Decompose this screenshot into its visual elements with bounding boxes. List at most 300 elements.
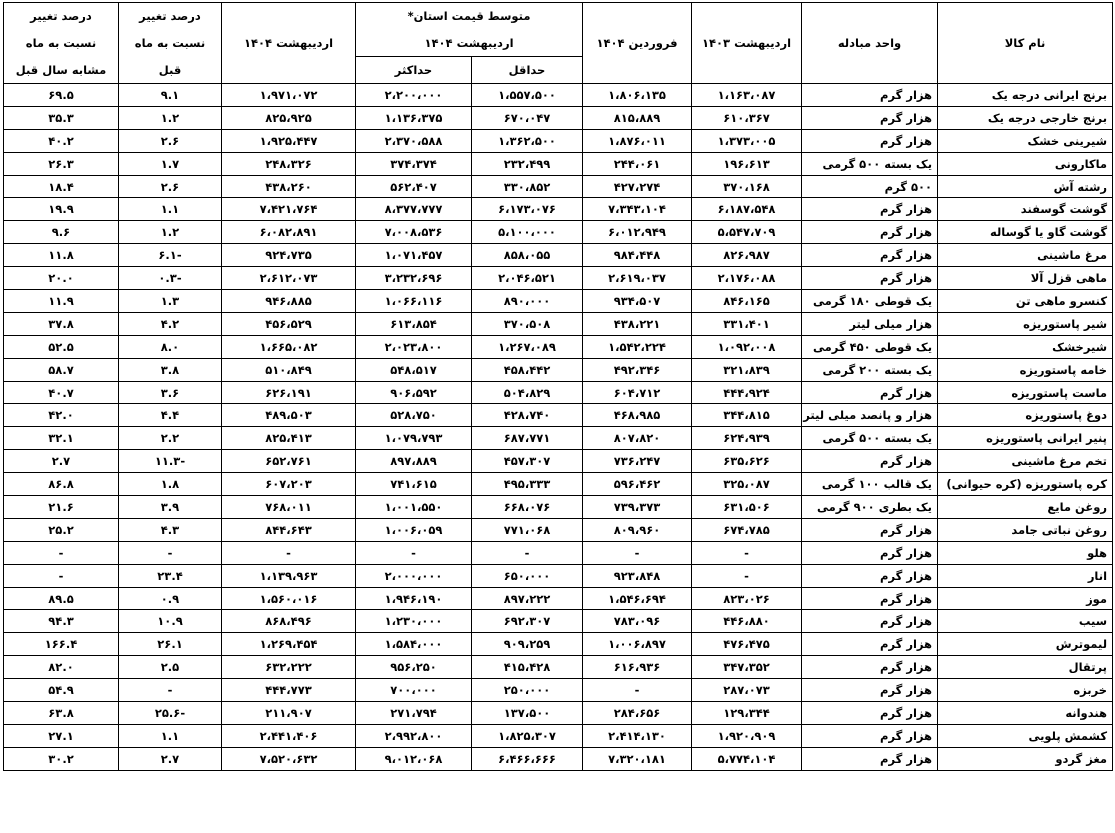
unit-cell: ۵۰۰ گرم (802, 175, 938, 198)
min-price-cell: ۲۵۰،۰۰۰ (472, 679, 583, 702)
table-row (4, 427, 1113, 450)
farvardin-1404-cell: ۴۹۲،۳۴۶ (583, 358, 692, 381)
ordibehesht-1404-cell: ۶۰۷،۲۰۳ (222, 473, 356, 496)
max-price-cell: ۳،۲۳۲،۶۹۶ (356, 267, 472, 290)
min-price-cell: ۲،۰۴۶،۵۲۱ (472, 267, 583, 290)
item-name-cell: ماکارونی (938, 152, 1113, 175)
farvardin-1404-cell: ۹۳۴،۵۰۷ (583, 290, 692, 313)
change-month-cell: ۱.۱ (119, 724, 222, 747)
max-price-cell: ۱،۵۸۴،۰۰۰ (356, 633, 472, 656)
change-month-cell: ۲.۶ (119, 175, 222, 198)
change-month-cell: ۰.۹ (119, 587, 222, 610)
min-price-cell: ۶۶۸،۰۷۶ (472, 496, 583, 519)
min-price-cell: ۴۵۸،۴۴۲ (472, 358, 583, 381)
ordibehesht-1403-cell: ۱،۳۷۳،۰۰۵ (692, 129, 802, 152)
header-change-year-line2: نسبت به ماه (4, 30, 119, 57)
max-price-cell: ۷۰۰،۰۰۰ (356, 679, 472, 702)
ordibehesht-1404-cell: ۸۴۴،۶۴۳ (222, 518, 356, 541)
item-name-cell: شیرینی خشک (938, 129, 1113, 152)
unit-cell: هزار گرم (802, 587, 938, 610)
min-price-cell: ۴۵۷،۳۰۷ (472, 450, 583, 473)
max-price-cell: ۵۶۲،۴۰۷ (356, 175, 472, 198)
table-row (4, 450, 1113, 473)
ordibehesht-1404-cell: ۴۴۴،۷۷۳ (222, 679, 356, 702)
item-name-cell: ماهی قزل آلا (938, 267, 1113, 290)
ordibehesht-1403-cell: ۶۷۴،۷۸۵ (692, 518, 802, 541)
max-price-cell: ۱،۹۴۶،۱۹۰ (356, 587, 472, 610)
farvardin-1404-cell: ۷۳۹،۳۷۳ (583, 496, 692, 519)
farvardin-1404-cell: ۲۴۴،۰۶۱ (583, 152, 692, 175)
table-row (4, 129, 1113, 152)
ordibehesht-1404-cell: ۱،۶۶۵،۰۸۲ (222, 335, 356, 358)
change-month-cell: ۳.۶ (119, 381, 222, 404)
header-item-name: نام کالا (938, 3, 1113, 84)
max-price-cell: ۷۴۱،۶۱۵ (356, 473, 472, 496)
change-year-cell: ۲۱.۶ (4, 496, 119, 519)
change-year-cell: ۲۰.۰ (4, 267, 119, 290)
max-price-cell: ۱،۰۶۶،۱۱۶ (356, 290, 472, 313)
table-header (4, 3, 1113, 84)
unit-cell: هزار گرم (802, 564, 938, 587)
ordibehesht-1403-cell: ۱۲۹،۳۴۴ (692, 702, 802, 725)
max-price-cell: ۶۱۳،۸۵۴ (356, 312, 472, 335)
unit-cell: یک بسته ۲۰۰ گرمی (802, 358, 938, 381)
unit-cell: هزار گرم (802, 106, 938, 129)
change-month-cell: -۱۱.۳ (119, 450, 222, 473)
ordibehesht-1404-cell: ۱،۹۷۱،۰۷۲ (222, 84, 356, 107)
min-price-cell: ۶۹۲،۳۰۷ (472, 610, 583, 633)
header-change-month-line3: قبل (119, 57, 222, 84)
farvardin-1404-cell: ۷۳۶،۲۴۷ (583, 450, 692, 473)
change-year-cell: ۳۵.۳ (4, 106, 119, 129)
ordibehesht-1404-cell: ۶۵۲،۷۶۱ (222, 450, 356, 473)
ordibehesht-1404-cell: ۱،۹۲۵،۴۴۷ (222, 129, 356, 152)
change-year-cell: ۴۰.۲ (4, 129, 119, 152)
table-row (4, 496, 1113, 519)
change-month-cell: -۶.۱ (119, 244, 222, 267)
unit-cell: یک بسته ۵۰۰ گرمی (802, 427, 938, 450)
min-price-cell: ۱،۸۲۵،۳۰۷ (472, 724, 583, 747)
farvardin-1404-cell: ۱،۰۰۶،۸۹۷ (583, 633, 692, 656)
header-ordibehesht-1404: اردیبهشت ۱۴۰۴ (222, 3, 356, 84)
change-year-cell: ۲.۷ (4, 450, 119, 473)
ordibehesht-1404-cell: ۴۸۹،۵۰۳ (222, 404, 356, 427)
item-name-cell: مرغ ماشینی (938, 244, 1113, 267)
ordibehesht-1403-cell: ۳۷۰،۱۶۸ (692, 175, 802, 198)
farvardin-1404-cell: ۸۰۷،۸۲۰ (583, 427, 692, 450)
max-price-cell: ۲،۰۲۳،۸۰۰ (356, 335, 472, 358)
header-change-month-line2: نسبت به ماه (119, 30, 222, 57)
max-price-cell: ۹،۰۱۲،۰۶۸ (356, 747, 472, 770)
min-price-cell: ۱،۲۶۷،۰۸۹ (472, 335, 583, 358)
table-row (4, 656, 1113, 679)
max-price-cell: ۲،۹۹۲،۸۰۰ (356, 724, 472, 747)
unit-cell: هزار گرم (802, 656, 938, 679)
table-row (4, 175, 1113, 198)
ordibehesht-1403-cell: ۵،۷۷۴،۱۰۴ (692, 747, 802, 770)
unit-cell: یک قوطی ۴۵۰ گرمی (802, 335, 938, 358)
farvardin-1404-cell: ۷،۳۲۰،۱۸۱ (583, 747, 692, 770)
item-name-cell: انار (938, 564, 1113, 587)
unit-cell: هزار میلی لیتر (802, 312, 938, 335)
table-row (4, 518, 1113, 541)
min-price-cell: - (472, 541, 583, 564)
farvardin-1404-cell: ۲،۶۱۹،۰۳۷ (583, 267, 692, 290)
change-year-cell: ۶۳.۸ (4, 702, 119, 725)
unit-cell: هزار گرم (802, 244, 938, 267)
change-month-cell: ۱.۸ (119, 473, 222, 496)
change-year-cell: ۸۲.۰ (4, 656, 119, 679)
item-name-cell: لیموترش (938, 633, 1113, 656)
header-min: حداقل (472, 57, 583, 84)
ordibehesht-1403-cell: ۲،۱۷۶،۰۸۸ (692, 267, 802, 290)
ordibehesht-1403-cell: ۶۱۰،۳۶۷ (692, 106, 802, 129)
ordibehesht-1403-cell: ۳۲۱،۸۳۹ (692, 358, 802, 381)
price-table (3, 2, 1113, 771)
table-row (4, 152, 1113, 175)
ordibehesht-1403-cell: ۸۲۶،۹۸۷ (692, 244, 802, 267)
header-ordibehesht-1403: اردیبهشت ۱۴۰۳ (692, 3, 802, 84)
unit-cell: هزار گرم (802, 633, 938, 656)
header-avg-price-month: اردیبهشت ۱۴۰۴ (356, 30, 583, 57)
max-price-cell: ۲،۰۰۰،۰۰۰ (356, 564, 472, 587)
min-price-cell: ۶۵۰،۰۰۰ (472, 564, 583, 587)
unit-cell: هزار گرم (802, 541, 938, 564)
change-year-cell: ۳۷.۸ (4, 312, 119, 335)
change-year-cell: ۲۷.۱ (4, 724, 119, 747)
ordibehesht-1403-cell: ۶۲۴،۹۳۹ (692, 427, 802, 450)
table-row (4, 335, 1113, 358)
unit-cell: هزار گرم (802, 84, 938, 107)
unit-cell: هزار گرم (802, 518, 938, 541)
max-price-cell: ۱،۰۰۶،۰۵۹ (356, 518, 472, 541)
min-price-cell: ۱،۵۵۷،۵۰۰ (472, 84, 583, 107)
max-price-cell: ۷،۰۰۸،۵۳۶ (356, 221, 472, 244)
ordibehesht-1404-cell: ۶،۰۸۲،۸۹۱ (222, 221, 356, 244)
ordibehesht-1404-cell: ۲۴۸،۳۲۶ (222, 152, 356, 175)
item-name-cell: روغن نباتی جامد (938, 518, 1113, 541)
farvardin-1404-cell: - (583, 679, 692, 702)
ordibehesht-1403-cell: ۱،۰۹۲،۰۰۸ (692, 335, 802, 358)
change-year-cell: - (4, 541, 119, 564)
change-month-cell: ۴.۳ (119, 518, 222, 541)
unit-cell: هزار گرم (802, 381, 938, 404)
ordibehesht-1404-cell: ۱،۵۶۰،۰۱۶ (222, 587, 356, 610)
item-name-cell: کنسرو ماهی تن (938, 290, 1113, 313)
change-year-cell: ۱۱.۹ (4, 290, 119, 313)
max-price-cell: ۱،۰۷۱،۴۵۷ (356, 244, 472, 267)
farvardin-1404-cell: ۷۸۳،۰۹۶ (583, 610, 692, 633)
max-price-cell: ۹۵۶،۲۵۰ (356, 656, 472, 679)
change-year-cell: ۵۴.۹ (4, 679, 119, 702)
unit-cell: یک قوطی ۱۸۰ گرمی (802, 290, 938, 313)
change-year-cell: ۹.۶ (4, 221, 119, 244)
min-price-cell: ۴۱۵،۴۲۸ (472, 656, 583, 679)
farvardin-1404-cell: ۹۲۳،۸۴۸ (583, 564, 692, 587)
item-name-cell: سیب (938, 610, 1113, 633)
change-month-cell: ۸.۰ (119, 335, 222, 358)
farvardin-1404-cell: ۶،۰۱۲،۹۴۹ (583, 221, 692, 244)
unit-cell: هزار گرم (802, 198, 938, 221)
ordibehesht-1403-cell: ۴۷۶،۴۷۵ (692, 633, 802, 656)
ordibehesht-1404-cell: ۴۵۶،۵۲۹ (222, 312, 356, 335)
farvardin-1404-cell: ۴۲۷،۲۷۴ (583, 175, 692, 198)
min-price-cell: ۲۳۲،۴۹۹ (472, 152, 583, 175)
change-month-cell: ۱.۲ (119, 221, 222, 244)
ordibehesht-1403-cell: ۵،۵۴۷،۷۰۹ (692, 221, 802, 244)
ordibehesht-1403-cell: ۴۴۴،۹۲۴ (692, 381, 802, 404)
change-year-cell: ۱۸.۴ (4, 175, 119, 198)
change-year-cell: ۱۱.۸ (4, 244, 119, 267)
min-price-cell: ۷۷۱،۰۶۸ (472, 518, 583, 541)
ordibehesht-1404-cell: ۲،۴۴۱،۴۰۶ (222, 724, 356, 747)
item-name-cell: رشته آش (938, 175, 1113, 198)
change-month-cell: ۴.۴ (119, 404, 222, 427)
change-month-cell: ۳.۹ (119, 496, 222, 519)
unit-cell: هزار گرم (802, 702, 938, 725)
change-year-cell: ۴۰.۷ (4, 381, 119, 404)
change-year-cell: - (4, 564, 119, 587)
max-price-cell: ۵۴۸،۵۱۷ (356, 358, 472, 381)
change-year-cell: ۶۹.۵ (4, 84, 119, 107)
max-price-cell: ۲،۲۰۰،۰۰۰ (356, 84, 472, 107)
change-year-cell: ۱۶۶.۴ (4, 633, 119, 656)
table-row (4, 404, 1113, 427)
ordibehesht-1403-cell: ۳۳۱،۴۰۱ (692, 312, 802, 335)
ordibehesht-1404-cell: ۲۱۱،۹۰۷ (222, 702, 356, 725)
farvardin-1404-cell: ۲۸۴،۶۵۶ (583, 702, 692, 725)
farvardin-1404-cell: ۷،۳۴۳،۱۰۴ (583, 198, 692, 221)
table-row (4, 587, 1113, 610)
ordibehesht-1403-cell: ۱،۱۶۳،۰۸۷ (692, 84, 802, 107)
header-change-year-line1: درصد تغییر (4, 3, 119, 30)
ordibehesht-1404-cell: ۲،۶۱۲،۰۷۳ (222, 267, 356, 290)
table-row (4, 381, 1113, 404)
change-year-cell: ۸۶.۸ (4, 473, 119, 496)
max-price-cell: ۱،۲۳۰،۰۰۰ (356, 610, 472, 633)
min-price-cell: ۶،۱۷۳،۰۷۶ (472, 198, 583, 221)
min-price-cell: ۱۳۷،۵۰۰ (472, 702, 583, 725)
farvardin-1404-cell: ۹۸۴،۴۴۸ (583, 244, 692, 267)
ordibehesht-1404-cell: ۷۶۸،۰۱۱ (222, 496, 356, 519)
item-name-cell: گوشت گاو یا گوساله (938, 221, 1113, 244)
table-row (4, 633, 1113, 656)
min-price-cell: ۶۸۷،۷۷۱ (472, 427, 583, 450)
change-month-cell: ۲.۵ (119, 656, 222, 679)
unit-cell: هزار گرم (802, 724, 938, 747)
farvardin-1404-cell: ۶۰۴،۷۱۲ (583, 381, 692, 404)
ordibehesht-1403-cell: ۲۸۷،۰۷۳ (692, 679, 802, 702)
ordibehesht-1404-cell: ۶۲۶،۱۹۱ (222, 381, 356, 404)
table-row (4, 198, 1113, 221)
max-price-cell: ۵۲۸،۷۵۰ (356, 404, 472, 427)
ordibehesht-1403-cell: ۳۴۷،۳۵۲ (692, 656, 802, 679)
change-year-cell: ۸۹.۵ (4, 587, 119, 610)
unit-cell: هزار گرم (802, 267, 938, 290)
ordibehesht-1404-cell: - (222, 541, 356, 564)
ordibehesht-1403-cell: ۱۹۶،۶۱۳ (692, 152, 802, 175)
max-price-cell: ۱،۱۳۶،۳۷۵ (356, 106, 472, 129)
farvardin-1404-cell: ۶۱۶،۹۳۶ (583, 656, 692, 679)
header-unit: واحد مبادله (802, 3, 938, 84)
table-row (4, 84, 1113, 107)
header-avg-price-group: متوسط قیمت استان* (356, 3, 583, 30)
change-month-cell: ۱.۳ (119, 290, 222, 313)
unit-cell: هزار گرم (802, 450, 938, 473)
ordibehesht-1403-cell: ۳۲۵،۰۸۷ (692, 473, 802, 496)
farvardin-1404-cell: ۱،۸۰۶،۱۳۵ (583, 84, 692, 107)
min-price-cell: ۱،۳۶۲،۵۰۰ (472, 129, 583, 152)
ordibehesht-1404-cell: ۷،۴۲۱،۷۶۴ (222, 198, 356, 221)
ordibehesht-1404-cell: ۹۴۶،۸۸۵ (222, 290, 356, 313)
ordibehesht-1404-cell: ۱،۲۶۹،۴۵۴ (222, 633, 356, 656)
farvardin-1404-cell: ۸۰۹،۹۶۰ (583, 518, 692, 541)
ordibehesht-1403-cell: ۴۴۶،۸۸۰ (692, 610, 802, 633)
change-month-cell: ۲۳.۴ (119, 564, 222, 587)
change-month-cell: -۲۵.۶ (119, 702, 222, 725)
ordibehesht-1404-cell: ۹۲۴،۷۳۵ (222, 244, 356, 267)
item-name-cell: هندوانه (938, 702, 1113, 725)
ordibehesht-1404-cell: ۱،۱۳۹،۹۶۳ (222, 564, 356, 587)
unit-cell: هزار گرم (802, 610, 938, 633)
farvardin-1404-cell: ۴۶۸،۹۸۵ (583, 404, 692, 427)
min-price-cell: ۶،۴۶۶،۶۶۶ (472, 747, 583, 770)
table-row (4, 473, 1113, 496)
item-name-cell: برنج ایرانی درجه یک (938, 84, 1113, 107)
change-month-cell: ۳.۸ (119, 358, 222, 381)
change-year-cell: ۹۴.۳ (4, 610, 119, 633)
item-name-cell: شیرخشک (938, 335, 1113, 358)
change-month-cell: ۱.۷ (119, 152, 222, 175)
unit-cell: هزار گرم (802, 747, 938, 770)
item-name-cell: کره پاستوریزه (کره حیوانی) (938, 473, 1113, 496)
change-month-cell: ۱.۲ (119, 106, 222, 129)
ordibehesht-1403-cell: ۶۳۱،۵۰۶ (692, 496, 802, 519)
change-month-cell: ۲۶.۱ (119, 633, 222, 656)
max-price-cell: ۱،۰۷۹،۷۹۳ (356, 427, 472, 450)
farvardin-1404-cell: ۸۱۵،۸۸۹ (583, 106, 692, 129)
ordibehesht-1404-cell: ۷،۵۲۰،۶۳۲ (222, 747, 356, 770)
farvardin-1404-cell: ۵۹۶،۴۶۲ (583, 473, 692, 496)
ordibehesht-1404-cell: ۸۶۸،۴۹۶ (222, 610, 356, 633)
table-row (4, 747, 1113, 770)
table-row (4, 244, 1113, 267)
min-price-cell: ۸۵۸،۰۵۵ (472, 244, 583, 267)
item-name-cell: گوشت گوسفند (938, 198, 1113, 221)
change-month-cell: ۱۰.۹ (119, 610, 222, 633)
farvardin-1404-cell: ۱،۵۴۶،۶۹۴ (583, 587, 692, 610)
header-change-month-line1: درصد تغییر (119, 3, 222, 30)
item-name-cell: مغز گردو (938, 747, 1113, 770)
ordibehesht-1404-cell: ۶۳۲،۲۲۲ (222, 656, 356, 679)
change-month-cell: ۹.۱ (119, 84, 222, 107)
header-change-year-line3: مشابه سال قبل (4, 57, 119, 84)
table-row (4, 541, 1113, 564)
change-year-cell: ۵۲.۵ (4, 335, 119, 358)
unit-cell: هزار گرم (802, 679, 938, 702)
item-name-cell: خربزه (938, 679, 1113, 702)
ordibehesht-1403-cell: ۶،۱۸۷،۵۴۸ (692, 198, 802, 221)
min-price-cell: ۹۰۹،۲۵۹ (472, 633, 583, 656)
farvardin-1404-cell: ۱،۵۴۲،۲۲۴ (583, 335, 692, 358)
min-price-cell: ۶۷۰،۰۴۷ (472, 106, 583, 129)
ordibehesht-1404-cell: ۵۱۰،۸۴۹ (222, 358, 356, 381)
min-price-cell: ۵،۱۰۰،۰۰۰ (472, 221, 583, 244)
item-name-cell: دوغ پاستوریزه (938, 404, 1113, 427)
max-price-cell: ۲،۳۷۰،۵۸۸ (356, 129, 472, 152)
farvardin-1404-cell: ۴۳۸،۲۲۱ (583, 312, 692, 335)
max-price-cell: ۸،۳۷۷،۷۷۷ (356, 198, 472, 221)
table-row (4, 290, 1113, 313)
item-name-cell: شیر پاستوریزه (938, 312, 1113, 335)
table-row (4, 610, 1113, 633)
table-body (4, 84, 1113, 771)
change-month-cell: ۱.۱ (119, 198, 222, 221)
ordibehesht-1404-cell: ۴۳۸،۲۶۰ (222, 175, 356, 198)
table-row (4, 564, 1113, 587)
farvardin-1404-cell: - (583, 541, 692, 564)
unit-cell: هزار گرم (802, 129, 938, 152)
change-month-cell: ۲.۲ (119, 427, 222, 450)
change-month-cell: ۲.۶ (119, 129, 222, 152)
change-year-cell: ۳۰.۲ (4, 747, 119, 770)
ordibehesht-1403-cell: - (692, 541, 802, 564)
change-year-cell: ۵۸.۷ (4, 358, 119, 381)
item-name-cell: تخم مرغ ماشینی (938, 450, 1113, 473)
min-price-cell: ۵۰۴،۸۲۹ (472, 381, 583, 404)
ordibehesht-1403-cell: - (692, 564, 802, 587)
item-name-cell: پرتقال (938, 656, 1113, 679)
farvardin-1404-cell: ۱،۸۷۶،۰۱۱ (583, 129, 692, 152)
ordibehesht-1404-cell: ۸۲۵،۹۲۵ (222, 106, 356, 129)
max-price-cell: ۱،۰۰۱،۵۵۰ (356, 496, 472, 519)
min-price-cell: ۸۹۰،۰۰۰ (472, 290, 583, 313)
min-price-cell: ۸۹۷،۲۲۲ (472, 587, 583, 610)
price-table-container (3, 2, 1112, 771)
max-price-cell: ۸۹۷،۸۸۹ (356, 450, 472, 473)
ordibehesht-1403-cell: ۶۳۵،۶۲۶ (692, 450, 802, 473)
ordibehesht-1403-cell: ۸۲۳،۰۲۶ (692, 587, 802, 610)
ordibehesht-1403-cell: ۸۴۶،۱۶۵ (692, 290, 802, 313)
item-name-cell: روغن مایع (938, 496, 1113, 519)
min-price-cell: ۳۳۰،۸۵۲ (472, 175, 583, 198)
ordibehesht-1403-cell: ۱،۹۲۰،۹۰۹ (692, 724, 802, 747)
item-name-cell: کشمش پلویی (938, 724, 1113, 747)
unit-cell: یک بسته ۵۰۰ گرمی (802, 152, 938, 175)
unit-cell: هزار و پانصد میلی لیتر (802, 404, 938, 427)
table-row (4, 724, 1113, 747)
table-row (4, 312, 1113, 335)
min-price-cell: ۴۲۸،۷۴۰ (472, 404, 583, 427)
farvardin-1404-cell: ۲،۴۱۴،۱۳۰ (583, 724, 692, 747)
change-month-cell: - (119, 679, 222, 702)
max-price-cell: ۲۷۱،۷۹۴ (356, 702, 472, 725)
table-row (4, 267, 1113, 290)
item-name-cell: پنیر ایرانی پاستوریزه (938, 427, 1113, 450)
change-month-cell: - (119, 541, 222, 564)
table-row (4, 106, 1113, 129)
unit-cell: یک قالب ۱۰۰ گرمی (802, 473, 938, 496)
unit-cell: هزار گرم (802, 221, 938, 244)
min-price-cell: ۴۹۵،۳۳۳ (472, 473, 583, 496)
change-month-cell: -۰.۳ (119, 267, 222, 290)
table-row (4, 679, 1113, 702)
change-year-cell: ۳۲.۱ (4, 427, 119, 450)
max-price-cell: ۳۷۴،۳۷۴ (356, 152, 472, 175)
item-name-cell: موز (938, 587, 1113, 610)
change-year-cell: ۲۶.۳ (4, 152, 119, 175)
ordibehesht-1404-cell: ۸۲۵،۴۱۳ (222, 427, 356, 450)
